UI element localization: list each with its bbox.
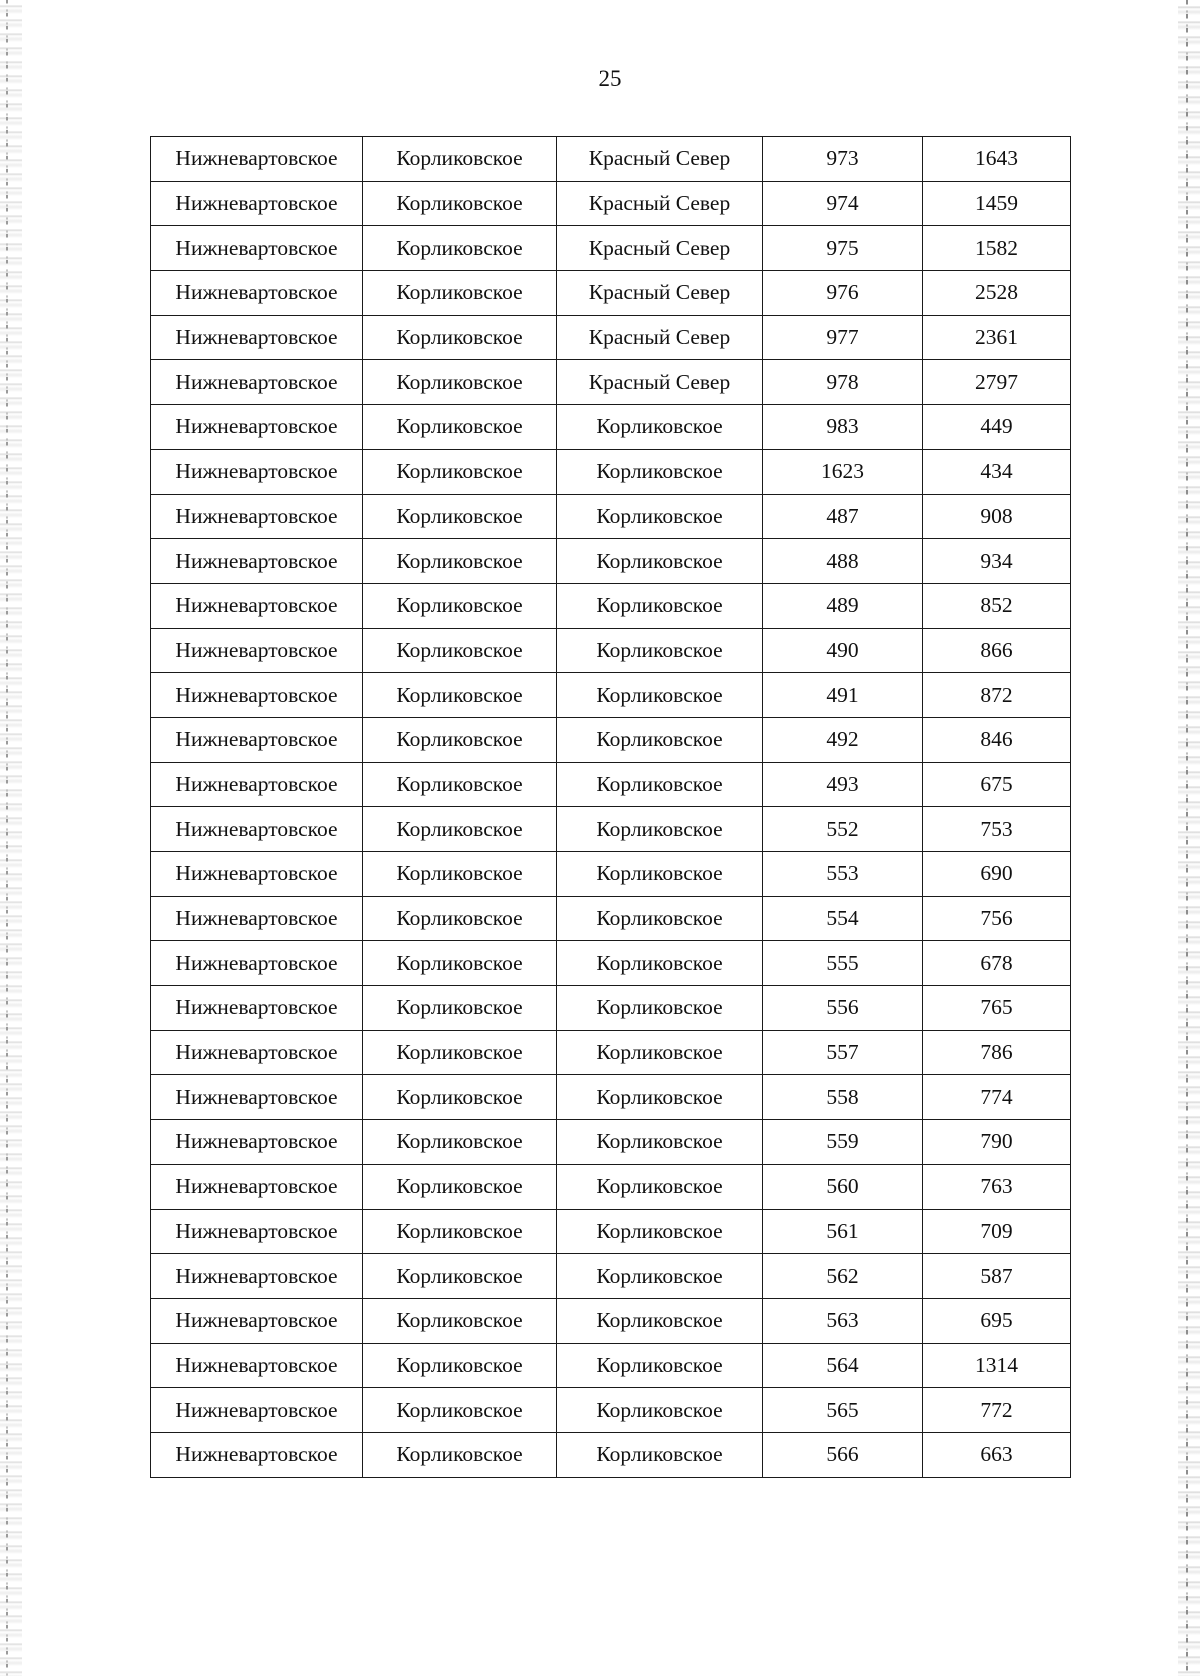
table-row [151, 762, 1071, 807]
cell-number-b: 675 [923, 762, 1071, 807]
cell-number-a: 493 [763, 762, 923, 807]
cell-district: Нижневартовское [151, 539, 363, 584]
cell-number-b: 1314 [923, 1343, 1071, 1388]
cell-number-b: 908 [923, 494, 1071, 539]
table-row [151, 1209, 1071, 1254]
cell-district: Нижневартовское [151, 1075, 363, 1120]
cell-number-b: 763 [923, 1164, 1071, 1209]
cell-settlement: Корликовское [363, 1209, 557, 1254]
cell-district: Нижневартовское [151, 315, 363, 360]
cell-locality: Корликовское [557, 1209, 763, 1254]
cell-number-b: 695 [923, 1298, 1071, 1343]
table-row [151, 181, 1071, 226]
cell-settlement: Корликовское [363, 494, 557, 539]
cell-locality: Красный Север [557, 315, 763, 360]
table-row [151, 717, 1071, 762]
cell-district: Нижневартовское [151, 628, 363, 673]
cell-number-a: 978 [763, 360, 923, 405]
cell-settlement: Корликовское [363, 449, 557, 494]
table-row [151, 1030, 1071, 1075]
cell-settlement: Корликовское [363, 1343, 557, 1388]
cell-number-a: 564 [763, 1343, 923, 1388]
cell-locality: Корликовское [557, 539, 763, 584]
cell-number-a: 558 [763, 1075, 923, 1120]
cell-district: Нижневартовское [151, 494, 363, 539]
cell-number-a: 974 [763, 181, 923, 226]
cell-locality: Корликовское [557, 986, 763, 1031]
cell-settlement: Корликовское [363, 360, 557, 405]
cell-settlement: Корликовское [363, 1075, 557, 1120]
table-row [151, 673, 1071, 718]
cell-settlement: Корликовское [363, 1254, 557, 1299]
table-row [151, 1388, 1071, 1433]
cell-number-b: 772 [923, 1388, 1071, 1433]
cell-settlement: Корликовское [363, 1432, 557, 1477]
table-row [151, 315, 1071, 360]
cell-number-a: 552 [763, 807, 923, 852]
table-row [151, 1432, 1071, 1477]
table-row [151, 271, 1071, 316]
cell-number-b: 434 [923, 449, 1071, 494]
data-table [150, 136, 1071, 1478]
cell-settlement: Корликовское [363, 628, 557, 673]
table-row [151, 807, 1071, 852]
cell-settlement: Корликовское [363, 896, 557, 941]
cell-locality: Корликовское [557, 1388, 763, 1433]
cell-number-a: 556 [763, 986, 923, 1031]
cell-number-b: 690 [923, 852, 1071, 897]
cell-number-a: 975 [763, 226, 923, 271]
cell-settlement: Корликовское [363, 1164, 557, 1209]
cell-settlement: Корликовское [363, 539, 557, 584]
cell-settlement: Корликовское [363, 315, 557, 360]
cell-locality: Корликовское [557, 1120, 763, 1165]
table-row [151, 1343, 1071, 1388]
table-row [151, 539, 1071, 584]
table-row [151, 1164, 1071, 1209]
cell-district: Нижневартовское [151, 1388, 363, 1433]
cell-number-a: 562 [763, 1254, 923, 1299]
cell-number-a: 565 [763, 1388, 923, 1433]
cell-number-b: 678 [923, 941, 1071, 986]
cell-district: Нижневартовское [151, 181, 363, 226]
table-row [151, 941, 1071, 986]
cell-settlement: Корликовское [363, 986, 557, 1031]
cell-locality: Корликовское [557, 405, 763, 450]
cell-number-a: 489 [763, 583, 923, 628]
cell-settlement: Корликовское [363, 1388, 557, 1433]
cell-district: Нижневартовское [151, 226, 363, 271]
cell-locality: Корликовское [557, 896, 763, 941]
table-row [151, 405, 1071, 450]
cell-district: Нижневартовское [151, 762, 363, 807]
cell-number-a: 983 [763, 405, 923, 450]
cell-settlement: Корликовское [363, 137, 557, 182]
cell-number-b: 449 [923, 405, 1071, 450]
cell-district: Нижневартовское [151, 1298, 363, 1343]
cell-district: Нижневартовское [151, 1254, 363, 1299]
cell-locality: Корликовское [557, 1343, 763, 1388]
cell-locality: Корликовское [557, 628, 763, 673]
cell-number-b: 663 [923, 1432, 1071, 1477]
table-row [151, 1075, 1071, 1120]
cell-district: Нижневартовское [151, 986, 363, 1031]
cell-number-a: 977 [763, 315, 923, 360]
cell-number-a: 559 [763, 1120, 923, 1165]
table-row [151, 628, 1071, 673]
cell-settlement: Корликовское [363, 405, 557, 450]
cell-number-b: 774 [923, 1075, 1071, 1120]
cell-number-b: 1643 [923, 137, 1071, 182]
cell-number-a: 973 [763, 137, 923, 182]
cell-number-b: 1582 [923, 226, 1071, 271]
table-row [151, 583, 1071, 628]
table-row [151, 1120, 1071, 1165]
cell-locality: Корликовское [557, 1164, 763, 1209]
cell-settlement: Корликовское [363, 807, 557, 852]
cell-number-a: 560 [763, 1164, 923, 1209]
cell-locality: Корликовское [557, 583, 763, 628]
cell-district: Нижневартовское [151, 1432, 363, 1477]
cell-number-b: 1459 [923, 181, 1071, 226]
cell-number-b: 709 [923, 1209, 1071, 1254]
cell-settlement: Корликовское [363, 583, 557, 628]
cell-number-a: 488 [763, 539, 923, 584]
table-row [151, 226, 1071, 271]
cell-locality: Корликовское [557, 1030, 763, 1075]
cell-locality: Корликовское [557, 1298, 763, 1343]
table-row [151, 494, 1071, 539]
cell-locality: Корликовское [557, 1075, 763, 1120]
cell-district: Нижневартовское [151, 1120, 363, 1165]
cell-number-a: 555 [763, 941, 923, 986]
cell-locality: Красный Север [557, 226, 763, 271]
table-row [151, 449, 1071, 494]
cell-locality: Корликовское [557, 449, 763, 494]
table-body [151, 137, 1071, 1478]
cell-locality: Корликовское [557, 807, 763, 852]
cell-number-a: 561 [763, 1209, 923, 1254]
cell-settlement: Корликовское [363, 1030, 557, 1075]
cell-locality: Красный Север [557, 137, 763, 182]
cell-number-b: 852 [923, 583, 1071, 628]
cell-number-a: 557 [763, 1030, 923, 1075]
cell-settlement: Корликовское [363, 717, 557, 762]
cell-district: Нижневартовское [151, 807, 363, 852]
cell-district: Нижневартовское [151, 1164, 363, 1209]
cell-settlement: Корликовское [363, 226, 557, 271]
cell-number-b: 846 [923, 717, 1071, 762]
cell-locality: Корликовское [557, 673, 763, 718]
cell-locality: Корликовское [557, 762, 763, 807]
cell-locality: Корликовское [557, 1254, 763, 1299]
cell-number-b: 866 [923, 628, 1071, 673]
cell-number-a: 487 [763, 494, 923, 539]
cell-settlement: Корликовское [363, 1298, 557, 1343]
cell-district: Нижневартовское [151, 1343, 363, 1388]
table-row [151, 137, 1071, 182]
cell-district: Нижневартовское [151, 449, 363, 494]
cell-settlement: Корликовское [363, 271, 557, 316]
cell-locality: Корликовское [557, 852, 763, 897]
cell-district: Нижневартовское [151, 137, 363, 182]
cell-number-b: 2528 [923, 271, 1071, 316]
cell-district: Нижневартовское [151, 673, 363, 718]
cell-locality: Корликовское [557, 494, 763, 539]
cell-number-a: 566 [763, 1432, 923, 1477]
cell-district: Нижневартовское [151, 896, 363, 941]
scan-edge-left [0, 0, 22, 1676]
cell-locality: Корликовское [557, 717, 763, 762]
scan-edge-right [1178, 0, 1200, 1676]
cell-district: Нижневартовское [151, 1030, 363, 1075]
cell-settlement: Корликовское [363, 852, 557, 897]
cell-district: Нижневартовское [151, 1209, 363, 1254]
cell-district: Нижневартовское [151, 941, 363, 986]
cell-district: Нижневартовское [151, 583, 363, 628]
cell-number-a: 492 [763, 717, 923, 762]
cell-district: Нижневартовское [151, 717, 363, 762]
cell-locality: Корликовское [557, 1432, 763, 1477]
cell-number-b: 790 [923, 1120, 1071, 1165]
cell-number-b: 2797 [923, 360, 1071, 405]
cell-number-b: 756 [923, 896, 1071, 941]
cell-number-b: 587 [923, 1254, 1071, 1299]
cell-settlement: Корликовское [363, 762, 557, 807]
cell-settlement: Корликовское [363, 941, 557, 986]
cell-number-b: 786 [923, 1030, 1071, 1075]
cell-number-a: 554 [763, 896, 923, 941]
cell-number-b: 765 [923, 986, 1071, 1031]
cell-locality: Красный Север [557, 360, 763, 405]
cell-district: Нижневартовское [151, 360, 363, 405]
cell-locality: Красный Север [557, 271, 763, 316]
cell-number-b: 934 [923, 539, 1071, 584]
cell-number-b: 753 [923, 807, 1071, 852]
cell-locality: Корликовское [557, 941, 763, 986]
cell-district: Нижневартовское [151, 405, 363, 450]
cell-settlement: Корликовское [363, 181, 557, 226]
cell-district: Нижневартовское [151, 271, 363, 316]
cell-settlement: Корликовское [363, 1120, 557, 1165]
cell-number-a: 1623 [763, 449, 923, 494]
cell-number-b: 872 [923, 673, 1071, 718]
table-row [151, 852, 1071, 897]
cell-district: Нижневартовское [151, 852, 363, 897]
table-row [151, 986, 1071, 1031]
table-row [151, 1298, 1071, 1343]
page-number: 25 [598, 66, 622, 91]
cell-number-a: 563 [763, 1298, 923, 1343]
cell-locality: Красный Север [557, 181, 763, 226]
cell-number-a: 490 [763, 628, 923, 673]
cell-settlement: Корликовское [363, 673, 557, 718]
cell-number-a: 553 [763, 852, 923, 897]
table-row [151, 1254, 1071, 1299]
cell-number-b: 2361 [923, 315, 1071, 360]
cell-number-a: 491 [763, 673, 923, 718]
cell-number-a: 976 [763, 271, 923, 316]
table-row [151, 896, 1071, 941]
table-row [151, 360, 1071, 405]
